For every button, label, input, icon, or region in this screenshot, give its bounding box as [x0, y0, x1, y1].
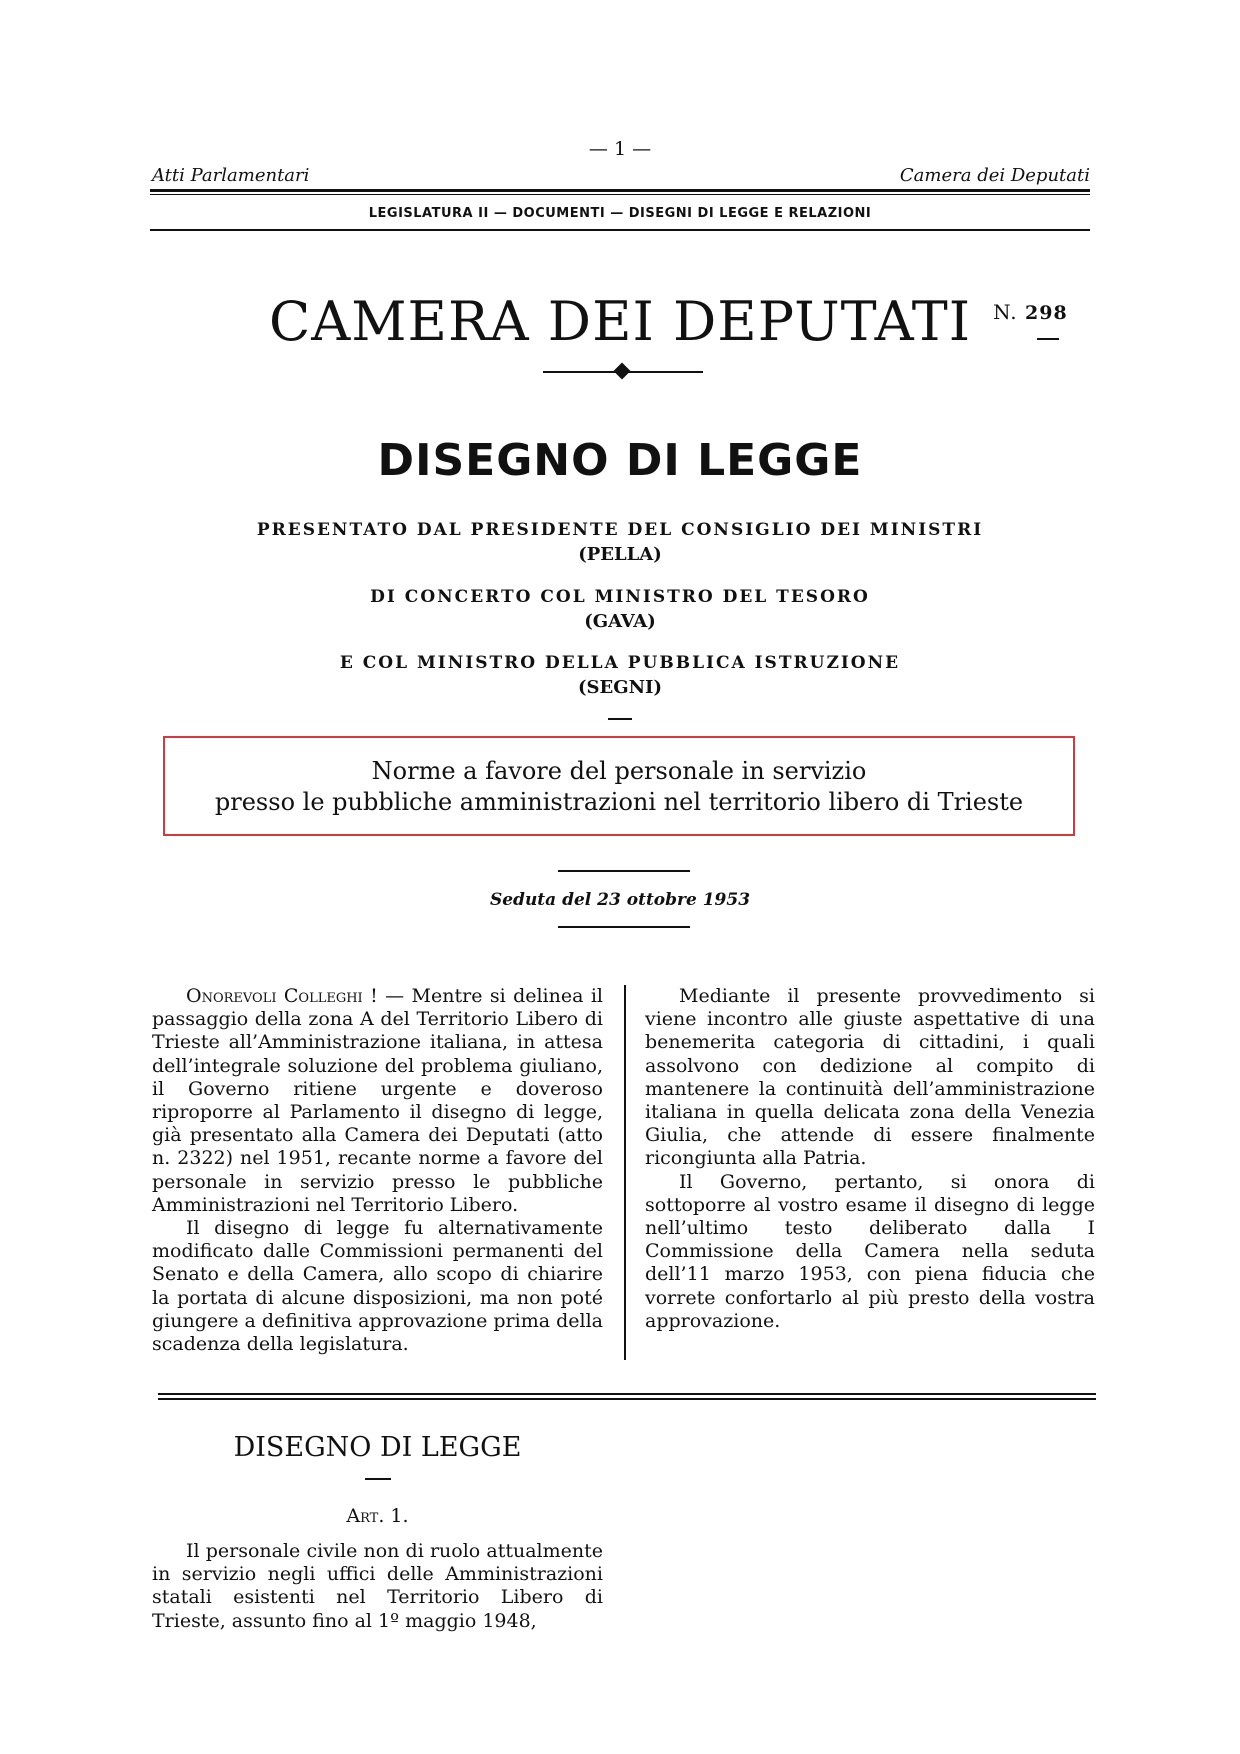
- section-rule-top: [158, 1393, 1096, 1395]
- subject-highlight-box: [163, 736, 1075, 836]
- number-value: 298: [1025, 302, 1068, 324]
- subject-line: presso le pubbliche amministrazioni nel territorio libero di Trieste: [214, 788, 1024, 816]
- heading-dash: [365, 1478, 391, 1480]
- presenter-name: (SEGNI): [578, 677, 662, 698]
- number-prefix: N.: [993, 300, 1018, 324]
- chamber-title: [150, 290, 1090, 353]
- presenter-role: DI CONCERTO COL MINISTRO DEL TESORO: [370, 587, 870, 607]
- presenter-role: PRESENTATO DAL PRESIDENTE DEL CONSIGLIO DEI MINISTRI: [256, 520, 984, 540]
- document-number: [993, 300, 1068, 324]
- subheader-rule: [150, 229, 1090, 231]
- chamber-name: CAMERA DEI DEPUTATI: [268, 290, 972, 353]
- article-paragraph: Il personale civile non di ruolo attualmente in servizio negli uffici delle Amministrazioni statali esistenti nel Territorio Libero di Trieste, assunto fino al 1º maggio 1948,: [152, 1540, 603, 1632]
- intro-paragraph: Il Governo, pertanto, si onora di sottoporre al vostro esame il disegno di legge nell’ultimo testo deliberato dalla I Commissione della Camera nella seduta dell’11 marzo 1953, con piena fiducia che vorrete confortarlo al più presto della vostra approvazione.: [645, 1170, 1095, 1332]
- intro-paragraph: Mediante il presente provvedimento si viene incontro alle giuste aspettative di una benemerita categoria di cittadini, i quali assolvono con dedizione al compito di mantenere la continuità dell’amministrazione italiana in quella delicata zona della Venezia Giulia, che attende di essere finalmente ricongiunta alla Patria.: [645, 985, 1095, 1170]
- salutation: Onorevoli Colleghi !: [186, 985, 378, 1007]
- paragraph-text: — Mentre si delinea il passaggio della zona A del Territorio Libero di Trieste all’Amministrazione italiana, in attesa dell’integrale soluzione del problema giuliano, il Governo ritiene urgente e doveroso riproporre al Parlamento il disegno di legge, già presentato alla Camera dei Deputati (atto n. 2322) nel 1951, recante norme a favore del personale in servizio presso le pubbliche Amministrazioni nel Territorio Libero.: [152, 985, 603, 1216]
- header-right: Camera dei Deputati: [899, 165, 1090, 186]
- header-left: Atti Parlamentari: [152, 165, 310, 186]
- intro-paragraph: [152, 985, 603, 1217]
- presenter-role: E COL MINISTRO DELLA PUBBLICA ISTRUZIONE: [339, 653, 901, 673]
- intro-right-column: [645, 985, 1095, 1333]
- header-rule-thick: [150, 189, 1090, 192]
- diamond-ornament-icon: [614, 363, 631, 380]
- bill-type-heading: DISEGNO DI LEGGE: [377, 435, 863, 486]
- number-underline: [1037, 338, 1059, 340]
- separator-dash: [608, 718, 632, 720]
- session-rule-top: [558, 870, 690, 872]
- bill-heading: DISEGNO DI LEGGE: [233, 1432, 522, 1463]
- presenter-name: (PELLA): [578, 544, 662, 565]
- subject-line: Norme a favore del personale in servizio: [371, 757, 867, 785]
- section-rule-bottom: [158, 1398, 1096, 1400]
- article-label: Art. 1.: [346, 1505, 409, 1527]
- column-divider: [624, 985, 626, 1360]
- session-date: Seduta del 23 ottobre 1953: [489, 890, 751, 910]
- intro-left-column: [152, 985, 603, 1356]
- page-number: — 1 —: [588, 138, 652, 160]
- header-rule-thin: [150, 194, 1090, 195]
- presenter-name: (GAVA): [584, 611, 656, 632]
- article-text-column: [152, 1540, 603, 1633]
- session-rule-bottom: [558, 926, 690, 928]
- subheader: LEGISLATURA II — DOCUMENTI — DISEGNI DI LEGGE E RELAZIONI: [368, 206, 872, 221]
- intro-paragraph: Il disegno di legge fu alternativamente modificato dalle Commissioni permanenti del Senato e della Camera, allo scopo di chiarire la portata di alcune disposizioni, ma non poté giungere a definitiva approvazione prima della scadenza della legislatura.: [152, 1217, 603, 1356]
